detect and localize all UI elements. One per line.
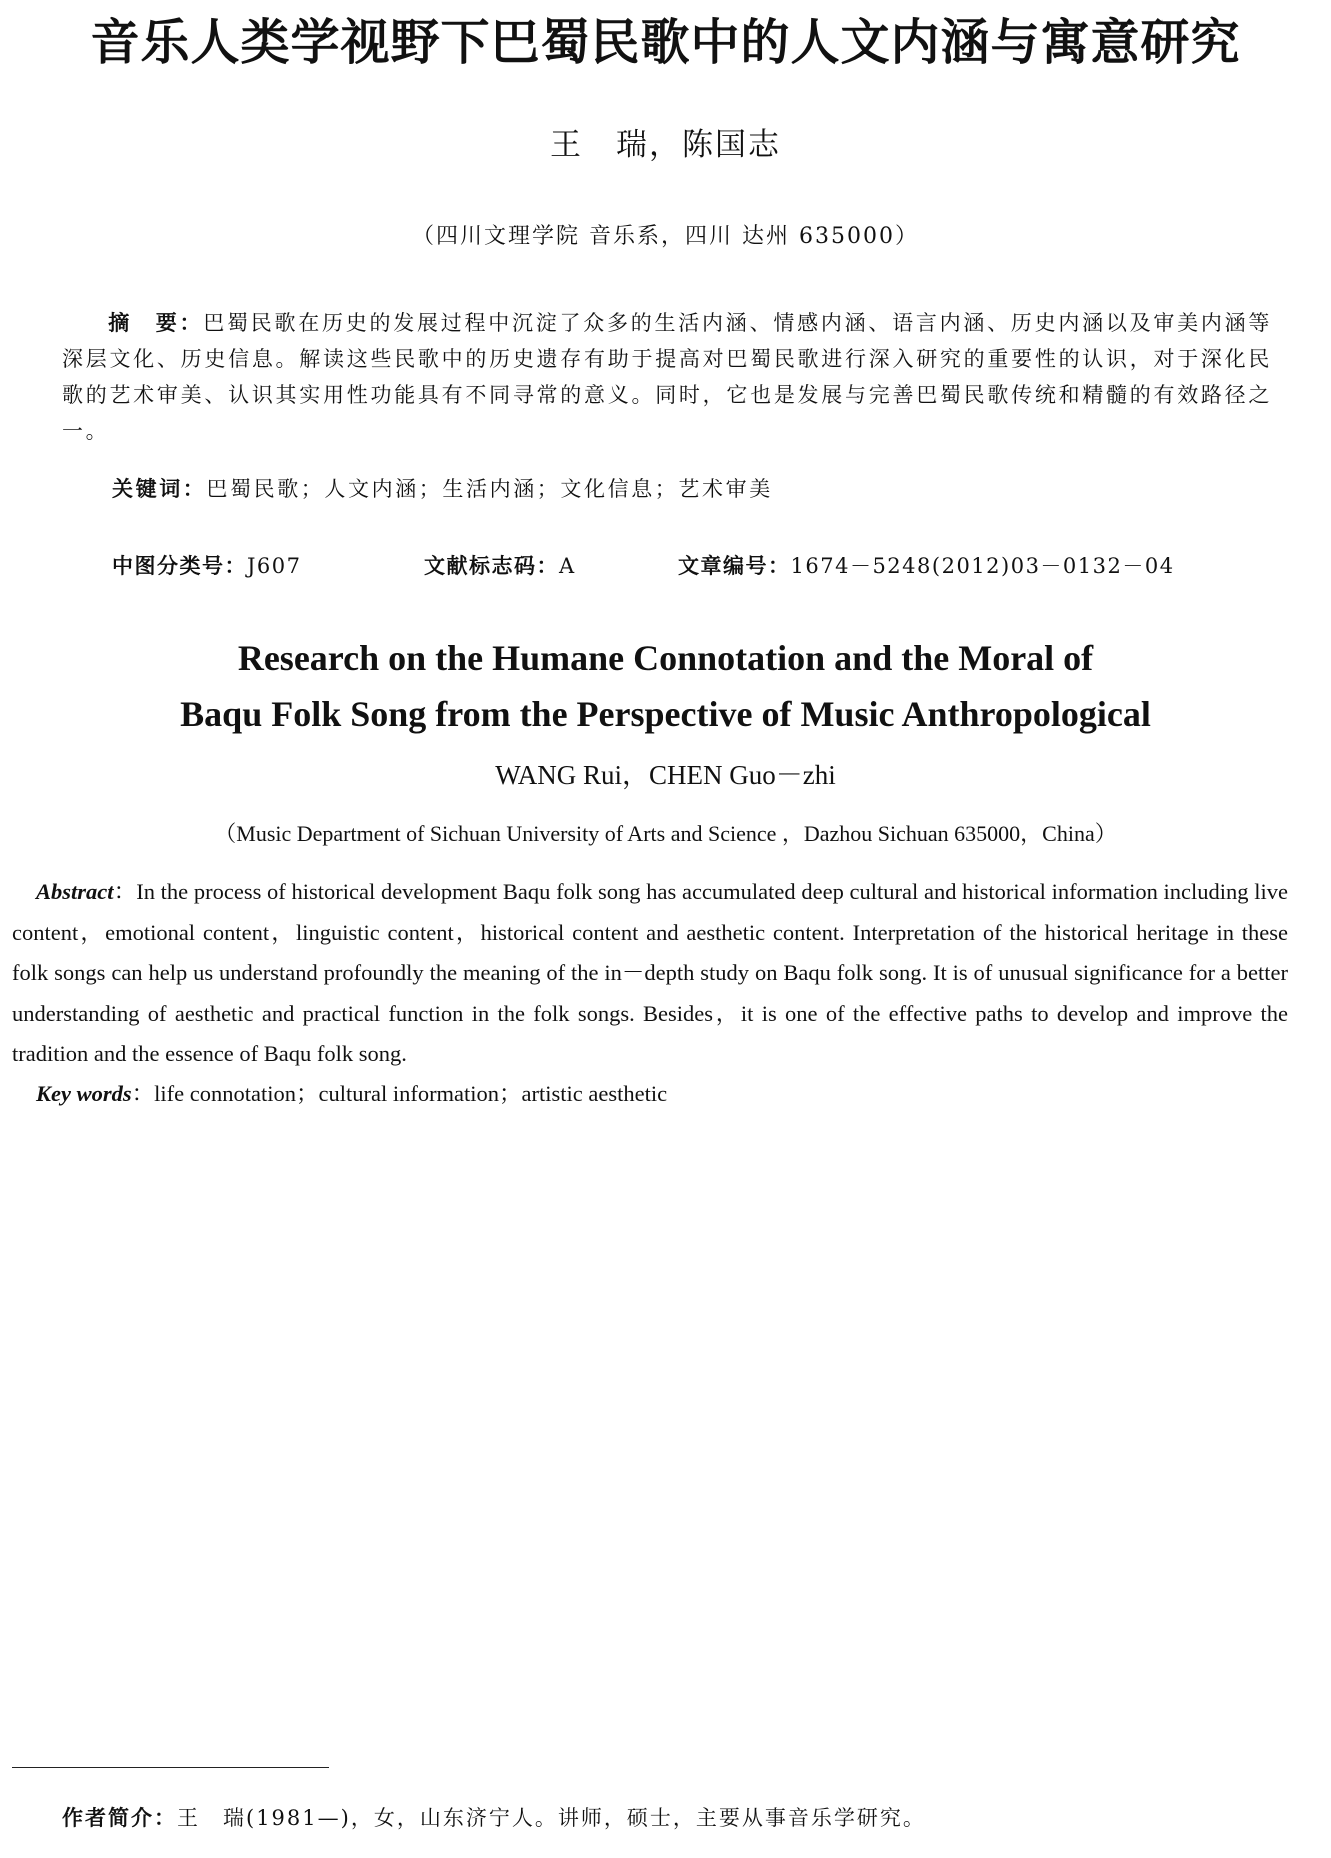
- chinese-abstract-label: 摘 要：: [108, 311, 204, 335]
- chinese-keywords-text: 巴蜀民歌；人文内涵；生活内涵；文化信息；艺术审美: [206, 477, 773, 501]
- clc-label: 中图分类号：: [112, 554, 247, 578]
- author-bio-label: 作者简介：: [62, 1806, 177, 1830]
- english-abstract-separator: ：: [113, 879, 137, 904]
- english-keywords: [36, 1074, 1286, 1114]
- document-code-label: 文献标志码：: [424, 554, 559, 578]
- chinese-authors: 王 瑞，陈国志: [550, 127, 781, 163]
- clc-value: J607: [247, 554, 302, 578]
- article-number: [678, 548, 1175, 584]
- chinese-abstract-text: 巴蜀民歌在历史的发展过程中沉淀了众多的生活内涵、情感内涵、语言内涵、历史内涵以及审美内涵等深层文化、历史信息。解读这些民歌中的历史遗存有助于提高对巴蜀民歌进行深入研究的重要性的认识，对于深化民歌的艺术审美、认识其实用性功能具有不同寻常的意义。同时，它也是发展与完善巴蜀民歌传统和精髓的有效路径之一。: [62, 311, 1273, 443]
- english-affiliation: （Music Department of Sichuan University of Arts and Science ，Dazhou Sichuan 635000，China）: [214, 821, 1117, 846]
- english-abstract-label: Abstract: [36, 879, 114, 904]
- chinese-keywords-label: 关键词：: [112, 477, 207, 501]
- english-abstract-text: In the process of historical development Baqu folk song has accumulated deep cultural and historical information including live content，emotional content，linguistic content，historical content and aesthetic content. Interpretation of the historical heritage in these folk songs can help us understand profoundly the meaning of the in－depth study on Baqu folk song. It is of unusual significance for a better understanding of aesthetic and practical function in the folk songs. Besides，it is one of the effective paths to develop and improve the tradition and the essence of Baqu folk song.: [12, 879, 1288, 1066]
- english-title-line-2: Baqu Folk Song from the Perspective of Music Anthropological: [180, 694, 1151, 734]
- chinese-title: 音乐人类学视野下巴蜀民歌中的人文内涵与寓意研究: [90, 13, 1241, 71]
- english-authors: WANG Rui，CHEN Guo－zhi: [495, 760, 836, 790]
- english-keywords-label: Key words: [36, 1081, 132, 1106]
- english-abstract: [12, 872, 1288, 1075]
- article-number-value: 1674－5248(2012)03－0132－04: [790, 554, 1175, 578]
- chinese-keywords: [112, 471, 1272, 507]
- article-number-label: 文章编号：: [678, 554, 791, 578]
- chinese-affiliation: （四川文理学院 音乐系，四川 达州 635000）: [412, 224, 919, 249]
- clc-number: [112, 548, 302, 584]
- author-bio-footnote: [62, 1800, 1282, 1836]
- author-bio-text: 王 瑞(1981—)，女，山东济宁人。讲师，硕士，主要从事音乐学研究。: [177, 1806, 926, 1830]
- classification-row: [112, 548, 1272, 584]
- english-keywords-separator: ：: [131, 1081, 155, 1106]
- document-code-value: A: [559, 554, 576, 578]
- english-title-line-1: Research on the Humane Connotation and the Moral of: [237, 638, 1094, 678]
- document-code: [424, 548, 576, 584]
- english-keywords-text: life connotation；cultural information；artistic aesthetic: [154, 1081, 668, 1106]
- footnote-divider: [12, 1767, 329, 1768]
- english-title: [0, 630, 1331, 742]
- chinese-abstract: [62, 305, 1272, 449]
